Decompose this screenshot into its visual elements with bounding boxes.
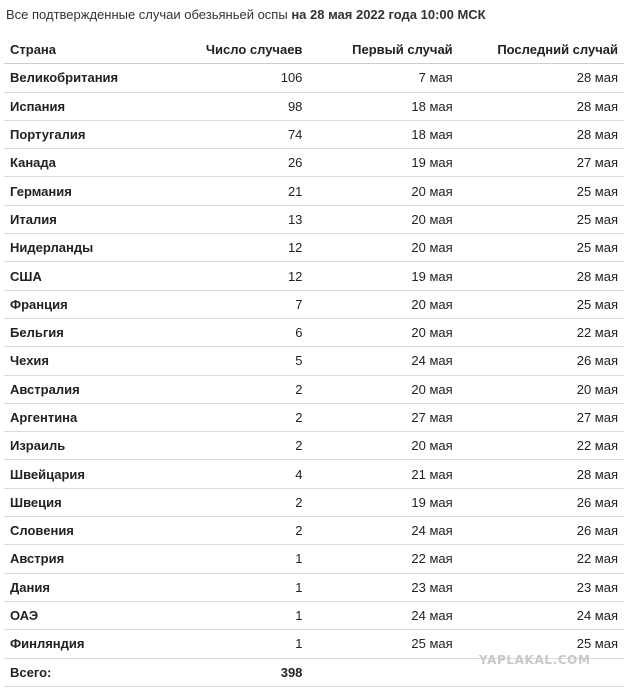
site-watermark: YAPLAKAL.COM	[479, 653, 591, 667]
cell-country: Португалия	[4, 120, 159, 148]
cell-last-case: 26 мая	[459, 517, 624, 545]
table-row	[4, 205, 624, 233]
cell-country: Израиль	[4, 432, 159, 460]
cell-first-case: 20 мая	[308, 234, 458, 262]
cell-case-count: 2	[159, 488, 309, 516]
header-case-count: Число случаев	[159, 36, 309, 64]
cell-country: Аргентина	[4, 403, 159, 431]
cell-case-count: 12	[159, 234, 309, 262]
cell-first-case: 24 мая	[308, 601, 458, 629]
cell-first-case: 18 мая	[308, 92, 458, 120]
cell-first-case: 20 мая	[308, 290, 458, 318]
monkeypox-cases-table	[4, 36, 624, 687]
cell-country: Швеция	[4, 488, 159, 516]
cell-last-case: 28 мая	[459, 92, 624, 120]
cell-first-case: 22 мая	[308, 545, 458, 573]
table-row	[4, 601, 624, 629]
cell-case-count: 1	[159, 630, 309, 658]
cell-first-case: 19 мая	[308, 149, 458, 177]
cell-country: Словения	[4, 517, 159, 545]
cell-case-count: 2	[159, 432, 309, 460]
cell-last-case: 25 мая	[459, 290, 624, 318]
cell-case-count: 7	[159, 290, 309, 318]
table-row	[4, 290, 624, 318]
cell-last-case: 25 мая	[459, 234, 624, 262]
cell-country: Испания	[4, 92, 159, 120]
header-country: Страна	[4, 36, 159, 64]
cell-country: Германия	[4, 177, 159, 205]
cell-case-count: 26	[159, 149, 309, 177]
table-row	[4, 120, 624, 148]
table-row	[4, 262, 624, 290]
cell-last-case: 28 мая	[459, 64, 624, 92]
cell-case-count: 12	[159, 262, 309, 290]
cell-last-case: 22 мая	[459, 545, 624, 573]
table-caption	[6, 7, 486, 22]
cell-last-case: 27 мая	[459, 403, 624, 431]
cell-last-case: 23 мая	[459, 573, 624, 601]
cell-country: Чехия	[4, 347, 159, 375]
total-label: Всего:	[4, 658, 159, 686]
cell-case-count: 13	[159, 205, 309, 233]
cell-country: ОАЭ	[4, 601, 159, 629]
table-header-row	[4, 36, 624, 64]
total-value: 398	[159, 658, 309, 686]
cell-last-case: 26 мая	[459, 488, 624, 516]
caption-text: Все подтвержденные случаи обезьяньей оспы	[6, 7, 288, 22]
cell-case-count: 2	[159, 403, 309, 431]
cell-last-case: 28 мая	[459, 120, 624, 148]
total-empty-cell	[308, 658, 458, 686]
cell-case-count: 21	[159, 177, 309, 205]
cell-country: Финляндия	[4, 630, 159, 658]
table-row	[4, 149, 624, 177]
table-row	[4, 375, 624, 403]
cell-last-case: 22 мая	[459, 318, 624, 346]
cell-case-count: 1	[159, 573, 309, 601]
cell-first-case: 25 мая	[308, 630, 458, 658]
cell-case-count: 98	[159, 92, 309, 120]
table-row	[4, 64, 624, 92]
cell-case-count: 1	[159, 601, 309, 629]
cell-last-case: 25 мая	[459, 205, 624, 233]
cell-first-case: 20 мая	[308, 375, 458, 403]
cell-case-count: 1	[159, 545, 309, 573]
cell-case-count: 6	[159, 318, 309, 346]
cell-country: Австралия	[4, 375, 159, 403]
table-row	[4, 92, 624, 120]
header-first-case: Первый случай	[308, 36, 458, 64]
table-body	[4, 64, 624, 658]
cell-first-case: 24 мая	[308, 517, 458, 545]
table-row	[4, 177, 624, 205]
cell-case-count: 2	[159, 517, 309, 545]
table-row	[4, 432, 624, 460]
table-row	[4, 517, 624, 545]
cell-case-count: 5	[159, 347, 309, 375]
table-row	[4, 573, 624, 601]
cell-first-case: 20 мая	[308, 177, 458, 205]
table-row	[4, 318, 624, 346]
cell-case-count: 106	[159, 64, 309, 92]
cell-last-case: 26 мая	[459, 347, 624, 375]
cell-last-case: 28 мая	[459, 460, 624, 488]
table-row	[4, 234, 624, 262]
cell-country: США	[4, 262, 159, 290]
table-row	[4, 347, 624, 375]
cell-first-case: 19 мая	[308, 262, 458, 290]
header-last-case: Последний случай	[459, 36, 624, 64]
cell-last-case: 28 мая	[459, 262, 624, 290]
cell-last-case: 20 мая	[459, 375, 624, 403]
cell-first-case: 19 мая	[308, 488, 458, 516]
cell-first-case: 27 мая	[308, 403, 458, 431]
table-row	[4, 545, 624, 573]
cell-country: Бельгия	[4, 318, 159, 346]
table-row	[4, 460, 624, 488]
cell-first-case: 7 мая	[308, 64, 458, 92]
cell-country: Канада	[4, 149, 159, 177]
cell-last-case: 25 мая	[459, 630, 624, 658]
table-row	[4, 488, 624, 516]
cell-country: Австрия	[4, 545, 159, 573]
cell-case-count: 4	[159, 460, 309, 488]
cell-first-case: 24 мая	[308, 347, 458, 375]
cell-first-case: 23 мая	[308, 573, 458, 601]
cell-first-case: 21 мая	[308, 460, 458, 488]
cell-last-case: 22 мая	[459, 432, 624, 460]
cell-case-count: 74	[159, 120, 309, 148]
cell-last-case: 24 мая	[459, 601, 624, 629]
cell-first-case: 20 мая	[308, 318, 458, 346]
cell-country: Нидерланды	[4, 234, 159, 262]
cell-country: Великобритания	[4, 64, 159, 92]
cell-country: Италия	[4, 205, 159, 233]
table-row	[4, 403, 624, 431]
cell-country: Дания	[4, 573, 159, 601]
cell-first-case: 20 мая	[308, 205, 458, 233]
cell-last-case: 25 мая	[459, 177, 624, 205]
cell-country: Франция	[4, 290, 159, 318]
cell-case-count: 2	[159, 375, 309, 403]
cell-last-case: 27 мая	[459, 149, 624, 177]
cell-first-case: 18 мая	[308, 120, 458, 148]
cell-first-case: 20 мая	[308, 432, 458, 460]
caption-date: на 28 мая 2022 года 10:00 МСК	[291, 7, 486, 22]
cell-country: Швейцария	[4, 460, 159, 488]
